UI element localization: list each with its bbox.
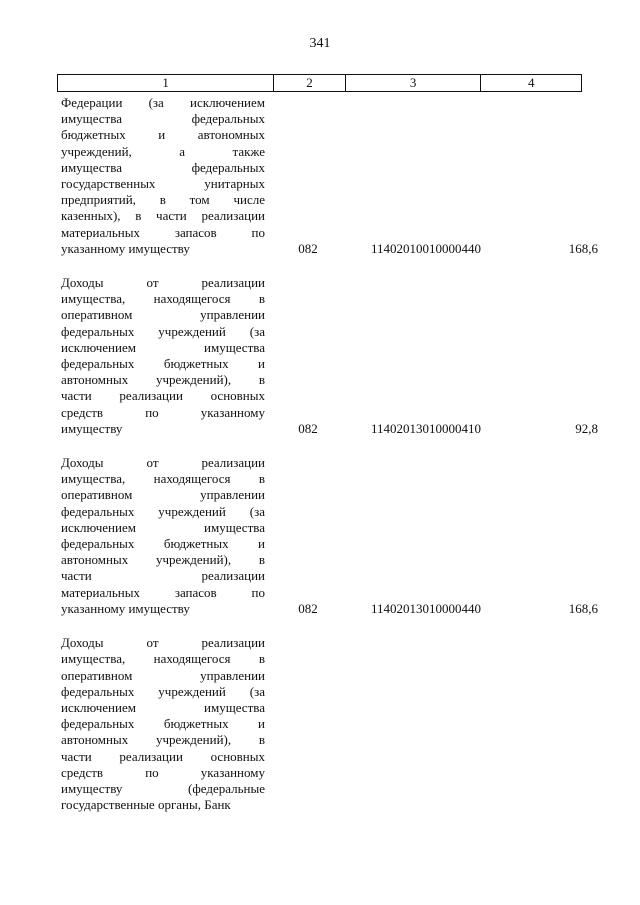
description-line: федеральных учреждений (за (61, 683, 265, 699)
description-line: имущества, находящегося в (61, 651, 265, 667)
description-line: федеральных учреждений (за (61, 323, 265, 339)
description-line: государственные органы, Банк (61, 797, 231, 813)
description-line: материальных запасов по (61, 224, 265, 240)
row-description (61, 275, 265, 437)
description-line: автономных учреждений), в (61, 732, 265, 748)
header-col-4: 4 (480, 75, 581, 91)
description-line: учреждений, а также (61, 143, 265, 159)
description-line: Федерации (за исключением (61, 95, 265, 110)
description-line: части реализации основных (61, 748, 265, 764)
description-line: автономных учреждений), в (61, 552, 265, 568)
description-line: Доходы от реализации (61, 455, 265, 471)
row-admin-code: 082 (298, 421, 318, 437)
description-line: имущества федеральных (61, 159, 265, 175)
description-line: материальных запасов по (61, 584, 265, 600)
row-budget-code: 11402010010000440 (370, 241, 482, 257)
description-line: бюджетных и автономных (61, 127, 265, 143)
table-header (57, 74, 582, 92)
page-number: 341 (309, 36, 331, 51)
row-budget-code: 11402013010000440 (370, 601, 482, 617)
description-line: имущества, находящегося в (61, 471, 265, 487)
row-description (61, 635, 265, 813)
description-line: автономных учреждений), в (61, 372, 265, 388)
row-description (61, 455, 265, 617)
description-line: средств по указанному (61, 764, 265, 780)
description-line: государственных унитарных (61, 176, 265, 192)
description-line: федеральных бюджетных и (61, 536, 265, 552)
description-line: части реализации основных (61, 388, 265, 404)
table-row (61, 455, 601, 617)
header-col-3: 3 (345, 75, 480, 91)
description-line: федеральных бюджетных и (61, 356, 265, 372)
row-amount: 92,8 (575, 421, 598, 437)
description-line: имущества федеральных (61, 111, 265, 127)
header-col-2: 2 (273, 75, 345, 91)
description-line: Доходы от реализации (61, 635, 265, 651)
description-line: казенных), в части реализации (61, 208, 265, 224)
row-budget-code: 11402013010000410 (370, 421, 482, 437)
table-body (61, 95, 601, 831)
row-amount: 168,6 (568, 241, 598, 257)
header-col-1: 1 (162, 75, 169, 90)
description-line: предприятий, в том числе (61, 192, 265, 208)
description-line: оперативном управлении (61, 487, 265, 503)
row-admin-code: 082 (298, 241, 318, 257)
description-line: исключением имущества (61, 699, 265, 715)
description-line: оперативном управлении (61, 667, 265, 683)
description-line: исключением имущества (61, 339, 265, 355)
description-line: имуществу (федеральные (61, 780, 265, 796)
description-line: оперативном управлении (61, 307, 265, 323)
description-line: указанному имуществу (61, 240, 190, 256)
row-admin-code: 082 (298, 601, 318, 617)
description-line: средств по указанному (61, 404, 265, 420)
description-line: федеральных учреждений (за (61, 503, 265, 519)
row-description (61, 95, 265, 257)
description-line: указанному имуществу (61, 600, 190, 616)
table-row (61, 95, 601, 257)
row-amount: 168,6 (568, 601, 598, 617)
description-line: федеральных бюджетных и (61, 716, 265, 732)
description-line: Доходы от реализации (61, 275, 265, 291)
description-line: имуществу (61, 420, 123, 436)
table-row (61, 635, 601, 813)
description-line: части реализации (61, 568, 265, 584)
description-line: имущества, находящегося в (61, 291, 265, 307)
table-row (61, 275, 601, 437)
description-line: исключением имущества (61, 519, 265, 535)
